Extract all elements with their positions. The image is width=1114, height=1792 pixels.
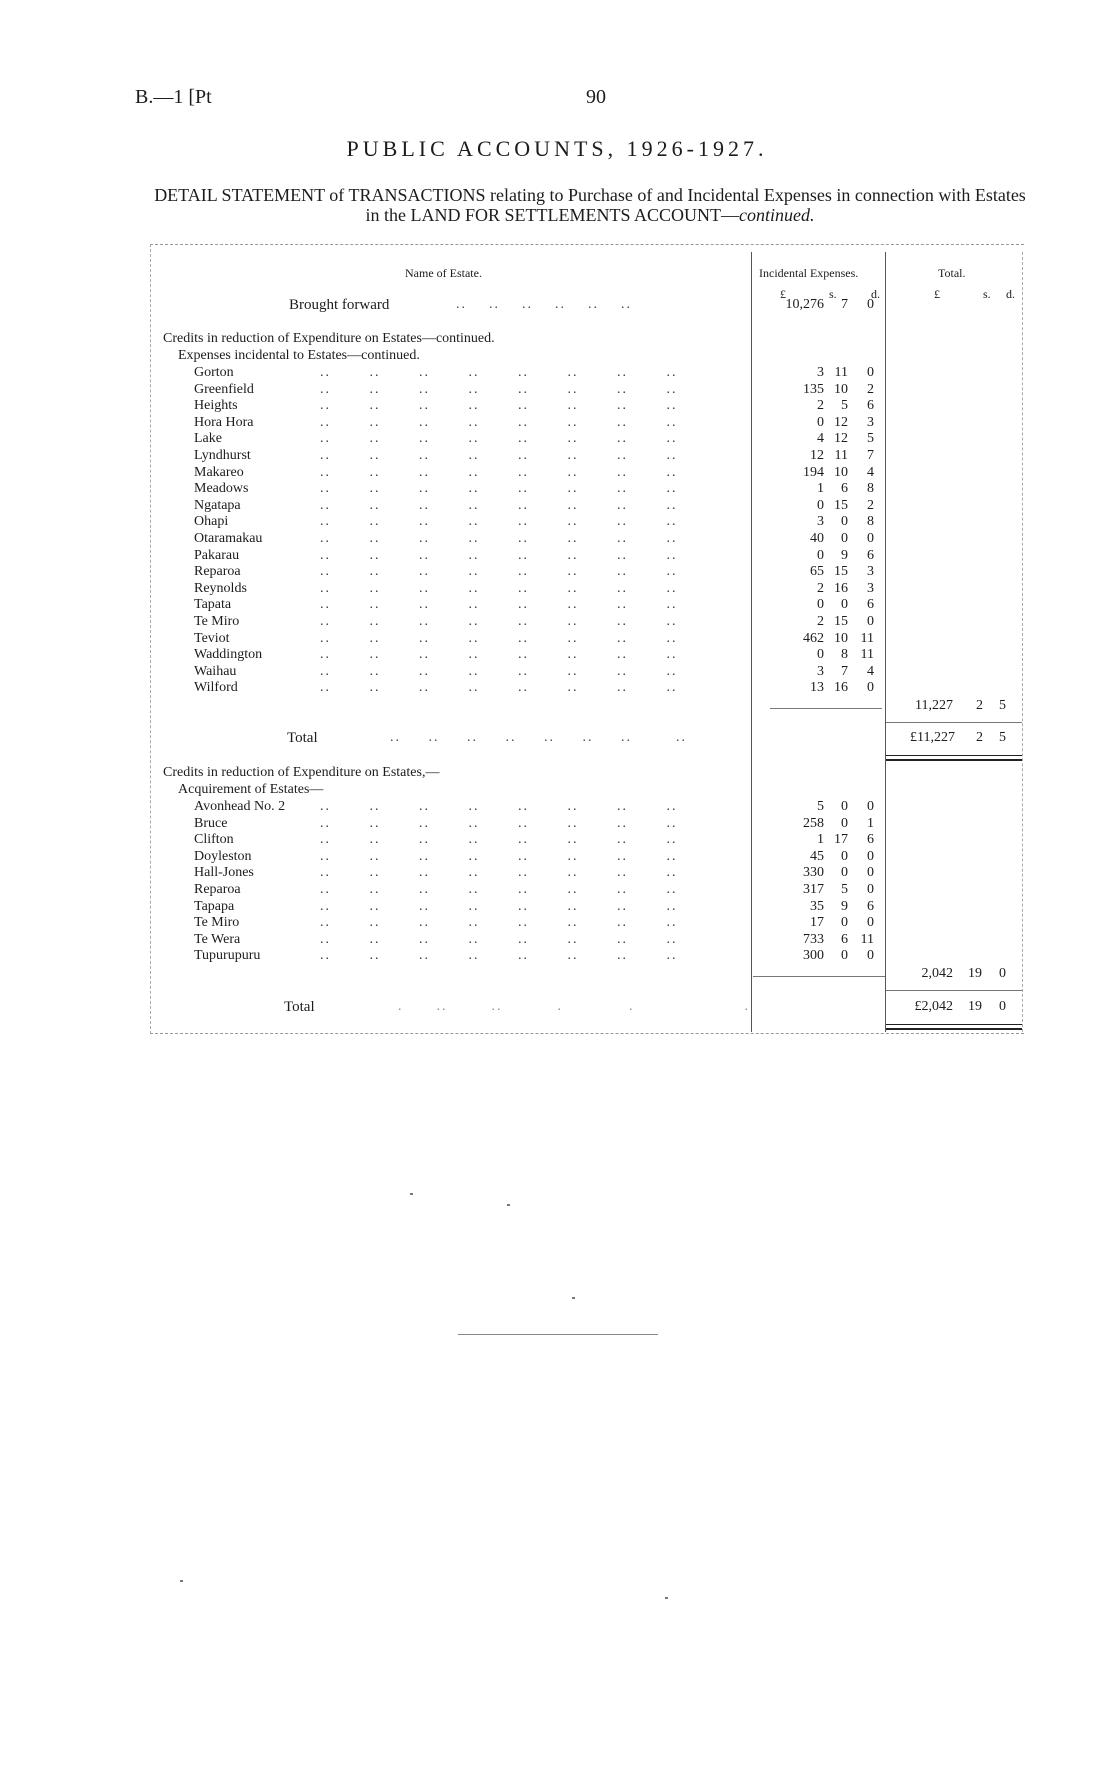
table-row [0, 564, 1114, 581]
leader-dots: .. .. .. .. .. .. .. .. [320, 680, 678, 696]
shillings-cell: 12 [834, 414, 848, 430]
total-pence: 5 [999, 730, 1006, 745]
subtotal-row [0, 966, 1114, 983]
pence-cell: 3 [867, 414, 874, 430]
pence-cell: 8 [867, 514, 874, 530]
shillings-cell: 9 [841, 898, 848, 914]
subtotal-pence: 0 [999, 966, 1006, 981]
leader-dots: .. .. .. .. .. .. .. .. [320, 547, 678, 563]
leader-dots: .. .. .. .. .. .. .. .. [320, 882, 678, 897]
shillings-cell: 16 [834, 580, 848, 596]
leader-dots: .. .. .. .. .. .. .. .. [320, 497, 678, 513]
subtotal-shillings: 19 [968, 966, 982, 981]
unit-shilling-total: s. [983, 287, 991, 301]
shillings-cell: 7 [841, 663, 848, 679]
shillings-cell: 15 [834, 497, 848, 513]
leader-dots: .. .. .. .. .. .. .. .. [320, 931, 678, 947]
estate-name: Ngatapa [194, 497, 241, 513]
table-row [0, 465, 1114, 482]
estate-name: Hora Hora [194, 414, 254, 430]
section-heading: Credits in reduction of Expenditure on Estates—continued. [163, 331, 495, 346]
leader-dots: .. .. .. .. .. .. .. .. [390, 730, 687, 745]
unit-pence-total: d. [1006, 287, 1015, 301]
subtotal-shillings: 2 [976, 698, 983, 713]
brought-forward-pence: 0 [867, 297, 874, 312]
pence-cell: 6 [867, 597, 874, 613]
table-row [0, 498, 1114, 515]
shillings-cell: 5 [841, 882, 848, 897]
shillings-cell: 6 [841, 931, 848, 947]
separator-rule [458, 1334, 658, 1335]
section-subheading: Acquirement of Estates— [178, 782, 324, 797]
table-row [0, 448, 1114, 465]
pounds-cell: 12 [810, 448, 824, 463]
table-row [0, 581, 1114, 598]
shillings-cell: 11 [834, 365, 848, 380]
pence-cell: 5 [867, 431, 874, 447]
shillings-cell: 0 [841, 915, 848, 931]
pence-cell: 1 [867, 815, 874, 831]
table-row [0, 647, 1114, 664]
pounds-cell: 2 [817, 580, 824, 596]
leader-dots: .. .. .. .. .. .. .. .. [320, 398, 678, 414]
pence-cell: 3 [867, 580, 874, 596]
pence-cell: 4 [867, 663, 874, 679]
table-row [0, 899, 1114, 916]
pence-cell: 0 [867, 799, 874, 814]
double-rule [886, 1024, 1022, 1030]
pence-cell: 4 [867, 464, 874, 480]
estate-name: Avonhead No. 2 [194, 799, 286, 814]
estate-name: Te Wera [194, 931, 241, 947]
stray-mark [410, 1193, 413, 1195]
pence-cell: 0 [867, 915, 874, 931]
leader-dots: .. .. .. .. .. .. [456, 297, 632, 312]
table-row [0, 531, 1114, 548]
leader-dots: .. .. .. .. .. .. .. .. [320, 414, 678, 430]
pounds-cell: 65 [810, 564, 824, 580]
pounds-cell: 317 [803, 882, 824, 897]
pence-cell: 2 [867, 497, 874, 513]
shillings-cell: 15 [834, 614, 848, 629]
table-row [0, 597, 1114, 614]
table-row [0, 548, 1114, 565]
pounds-cell: 300 [803, 948, 824, 964]
estate-name: Meadows [194, 481, 249, 497]
pounds-cell: 2 [817, 398, 824, 414]
subtotal-row [0, 698, 1114, 715]
estate-name: Tupurupuru [194, 948, 261, 964]
pounds-cell: 3 [817, 365, 824, 380]
table-row [0, 398, 1114, 415]
pounds-cell: 2 [817, 614, 824, 629]
shillings-cell: 15 [834, 564, 848, 580]
pence-cell: 0 [867, 865, 874, 881]
estate-name: Bruce [194, 815, 228, 831]
shillings-cell: 0 [841, 865, 848, 881]
subtitle-text: DETAIL STATEMENT of TRANSACTIONS relating to Purchase of and Incidental Expenses in connection with Estates in the LAND FOR SETTLEMENTS ACCOUNT— [154, 185, 1026, 225]
estate-name: Tapapa [194, 898, 235, 914]
leader-dots: .. .. .. .. .. .. .. .. [320, 799, 678, 814]
document-reference: B.—1 [Pt [135, 86, 212, 108]
shillings-cell: 8 [841, 647, 848, 663]
brought-forward-pounds: 10,276 [785, 297, 824, 312]
table-row [0, 415, 1114, 432]
pence-cell: 11 [860, 647, 874, 663]
pence-cell: 6 [867, 898, 874, 914]
shillings-cell: 0 [841, 948, 848, 964]
table-row [0, 431, 1114, 448]
total-pence: 0 [999, 999, 1006, 1014]
estate-name: Reparoa [194, 564, 241, 580]
shillings-cell: 10 [834, 630, 848, 646]
leader-dots: .. .. .. .. .. .. .. .. [320, 898, 678, 914]
leader-dots: .. .. .. .. .. .. .. .. [320, 365, 678, 380]
subtitle-continued: continued. [739, 205, 815, 225]
estate-name: Reynolds [194, 580, 247, 596]
pence-cell: 6 [867, 547, 874, 563]
pence-cell: 11 [860, 630, 874, 646]
shillings-cell: 11 [834, 448, 848, 463]
table-row [0, 382, 1114, 399]
table-row [0, 948, 1114, 965]
leader-dots: .. .. .. .. .. .. .. .. [320, 647, 678, 663]
pence-cell: 0 [867, 365, 874, 380]
subtotal-pounds: 11,227 [915, 698, 953, 713]
shillings-cell: 0 [841, 799, 848, 814]
leader-dots: .. .. .. .. .. .. .. .. [320, 564, 678, 580]
total-label: Total [287, 730, 318, 746]
leader-dots: .. .. .. .. .. .. .. .. [320, 832, 678, 848]
pence-cell: 0 [867, 531, 874, 546]
pounds-cell: 0 [817, 497, 824, 513]
table-row [0, 631, 1114, 648]
column-header-incidental: Incidental Expenses. [759, 266, 859, 280]
leader-dots: .. .. .. .. .. .. .. .. [320, 514, 678, 530]
estate-name: Pakarau [194, 547, 240, 563]
estate-name: Lyndhurst [194, 448, 251, 463]
pounds-cell: 3 [817, 514, 824, 530]
section-subheading: Expenses incidental to Estates—continued. [178, 348, 420, 363]
stray-mark [665, 1597, 668, 1599]
pounds-cell: 1 [817, 832, 824, 848]
total-label: Total [284, 999, 315, 1015]
table-row [0, 614, 1114, 631]
pounds-cell: 0 [817, 547, 824, 563]
shillings-cell: 16 [834, 680, 848, 696]
page-title: PUBLIC ACCOUNTS, 1926-1927. [346, 136, 768, 161]
leader-dots: .. .. .. .. .. .. .. .. [320, 630, 678, 646]
pounds-cell: 330 [803, 865, 824, 881]
estate-name: Waddington [194, 647, 263, 663]
estate-name: Hall-Jones [194, 865, 254, 881]
pounds-cell: 194 [803, 464, 824, 480]
table-top-rule [150, 244, 1024, 245]
shillings-cell: 0 [841, 597, 848, 613]
unit-shilling-incidental: s. [829, 287, 837, 301]
page-number: 90 [586, 86, 606, 108]
pence-cell: 11 [860, 931, 874, 947]
brought-forward-label: Brought forward [289, 297, 390, 313]
shillings-cell: 0 [841, 848, 848, 864]
estate-name: Clifton [194, 832, 234, 848]
pence-cell: 3 [867, 564, 874, 580]
column-rule [886, 990, 1022, 991]
total-shillings: 19 [968, 999, 982, 1014]
table-row [0, 865, 1114, 882]
stray-mark [180, 1580, 183, 1582]
pence-cell: 0 [867, 848, 874, 864]
double-rule [886, 755, 1022, 761]
leader-dots: .. .. .. .. .. .. .. .. [320, 848, 678, 864]
brought-forward-shillings: 7 [841, 297, 848, 312]
estate-name: Teviot [194, 630, 230, 646]
pounds-cell: 45 [810, 848, 824, 864]
pounds-cell: 0 [817, 647, 824, 663]
shillings-cell: 0 [841, 815, 848, 831]
estate-name: Heights [194, 398, 238, 414]
table-row [0, 915, 1114, 932]
shillings-cell: 0 [841, 514, 848, 530]
total-row [0, 999, 1114, 1016]
leader-dots: .. .. .. .. .. .. .. .. [320, 948, 678, 964]
pounds-cell: 13 [810, 680, 824, 696]
pence-cell: 6 [867, 832, 874, 848]
estate-name: Wilford [194, 680, 238, 696]
estate-name: Te Miro [194, 915, 240, 931]
shillings-cell: 5 [841, 398, 848, 414]
total-shillings: 2 [976, 730, 983, 745]
table-row [0, 514, 1114, 531]
subtotal-pence: 5 [999, 698, 1006, 713]
pence-cell: 6 [867, 398, 874, 414]
estate-name: Doyleston [194, 848, 252, 864]
leader-dots: .. .. .. .. .. .. .. .. [320, 580, 678, 596]
column-rule [886, 722, 1022, 723]
table-row [0, 481, 1114, 498]
shillings-cell: 0 [841, 531, 848, 546]
pounds-cell: 0 [817, 597, 824, 613]
brought-forward-row [0, 297, 1114, 314]
leader-dots: .. .. .. .. .. .. .. .. [320, 663, 678, 679]
pounds-cell: 40 [810, 531, 824, 546]
table-row [0, 365, 1114, 382]
estate-name: Te Miro [194, 614, 240, 629]
estate-name: Reparoa [194, 882, 241, 897]
estate-name: Makareo [194, 464, 244, 480]
estate-name: Gorton [194, 365, 234, 380]
table-row [0, 680, 1114, 697]
leader-dots: .. .. .. .. .. .. .. .. [320, 815, 678, 831]
table-bottom-rule [150, 1033, 1024, 1034]
column-header-total: Total. [938, 266, 966, 280]
leader-dots: .. .. .. .. .. .. .. .. [320, 597, 678, 613]
estate-name: Ohapi [194, 514, 229, 530]
table-row [0, 932, 1114, 949]
pounds-cell: 733 [803, 931, 824, 947]
table-row [0, 799, 1114, 816]
pence-cell: 0 [867, 882, 874, 897]
statement-subtitle [150, 185, 1030, 225]
shillings-cell: 12 [834, 431, 848, 447]
unit-pound-total: £ [934, 287, 940, 301]
shillings-cell: 9 [841, 547, 848, 563]
leader-dots: .. .. .. .. .. .. .. .. [320, 915, 678, 931]
table-row [0, 664, 1114, 681]
estate-name: Lake [194, 431, 222, 447]
section-heading: Credits in reduction of Expenditure on Estates,— [163, 765, 440, 780]
shillings-cell: 10 [834, 464, 848, 480]
leader-dots: .. .. .. .. .. .. .. .. [320, 531, 678, 546]
leader-dots: .. .. .. .. .. .. .. .. [320, 448, 678, 463]
unit-pence-incidental: d. [871, 287, 880, 301]
pence-cell: 8 [867, 481, 874, 497]
pounds-cell: 0 [817, 414, 824, 430]
total-row [0, 730, 1114, 747]
estate-name: Tapata [194, 597, 232, 613]
total-pounds: £2,042 [914, 999, 953, 1014]
pence-cell: 2 [867, 381, 874, 397]
column-header-name: Name of Estate. [405, 266, 482, 280]
pence-cell: 7 [867, 448, 874, 463]
pounds-cell: 3 [817, 663, 824, 679]
stray-mark [572, 1297, 575, 1299]
pence-cell: 0 [867, 680, 874, 696]
leader-dots: .. .. .. .. .. .. .. .. [320, 431, 678, 447]
pounds-cell: 1 [817, 481, 824, 497]
total-pounds: £11,227 [910, 730, 955, 745]
leader-dots: .. .. .. .. .. .. .. .. [320, 464, 678, 480]
leader-dots: .. .. .. .. .. .. .. .. [320, 614, 678, 629]
estate-name: Waihau [194, 663, 237, 679]
pounds-cell: 17 [810, 915, 824, 931]
pounds-cell: 135 [803, 381, 824, 397]
pounds-cell: 258 [803, 815, 824, 831]
pence-cell: 0 [867, 614, 874, 629]
leader-dots: .. .. .. .. .. .. .. .. [320, 481, 678, 497]
shillings-cell: 10 [834, 381, 848, 397]
table-row [0, 816, 1114, 833]
stray-mark [507, 1204, 510, 1206]
pounds-cell: 5 [817, 799, 824, 814]
table-row [0, 849, 1114, 866]
shillings-cell: 6 [841, 481, 848, 497]
table-row [0, 882, 1114, 899]
leader-dots: .. .. .. .. .. .. .. .. [320, 865, 678, 881]
leader-dots: .. .. .. .. .. .. .. .. [320, 381, 678, 397]
pence-cell: 0 [867, 948, 874, 964]
unit-pound-incidental: £ [780, 287, 786, 301]
estate-name: Otaramakau [194, 531, 263, 546]
estate-name: Greenfield [194, 381, 254, 397]
pounds-cell: 4 [817, 431, 824, 447]
pounds-cell: 462 [803, 630, 824, 646]
shillings-cell: 17 [834, 832, 848, 848]
table-row [0, 832, 1114, 849]
leader-dots: . .. .. . . . [398, 999, 750, 1014]
subtotal-pounds: 2,042 [921, 966, 953, 981]
pounds-cell: 35 [810, 898, 824, 914]
